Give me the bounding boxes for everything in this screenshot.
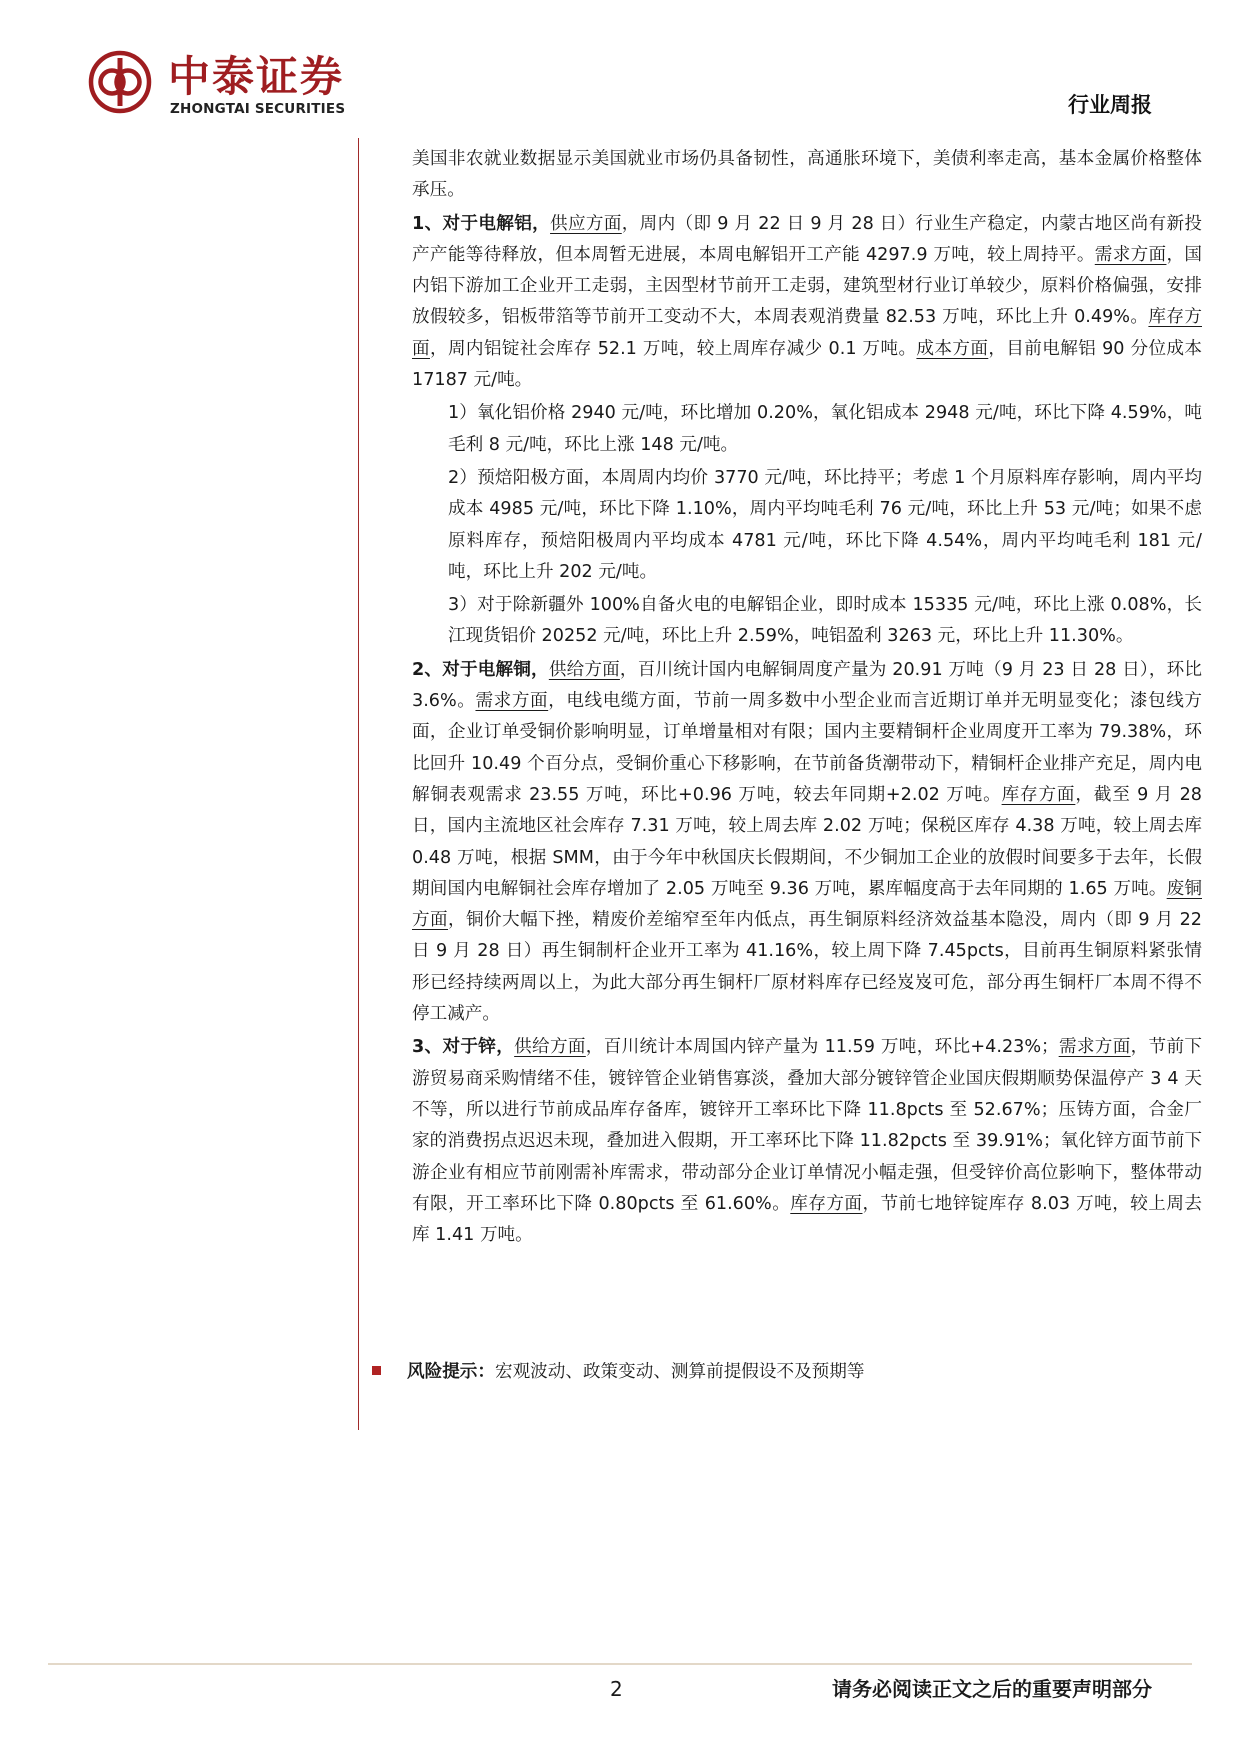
copper-demand-text: ，电线电缆方面，节前一周多数中小型企业而言近期订单并无明显变化；漆包线方面，企业订单受铜价影响明显，订单增量相对有限；国内主要精铜杆企业周度开工率为 79.38%，环比回升 10.49 个百分点，受铜价重心下移影响，在节前备货潮带动下，精铜杆企业排产充足，周内电解铜表观需求 23.55 万吨，环比+0.96 万吨，较去年同期+2.02 万吨。 [412, 691, 1202, 805]
zinc-paragraph [412, 1032, 1202, 1251]
zinc-inventory-text: ，节前七地锌锭库存 8.03 万吨，较上周去库 1.41 万吨。 [412, 1193, 1202, 1246]
aluminum-demand-text: ，国内铝下游加工企业开工走弱，主因型材节前开工走弱，建筑型材行业订单较少，原料价格偏强，安排放假较多，铝板带箔等节前开工变动不大，本周表观消费量 82.53 万吨，环比上升 0.49%。 [412, 244, 1202, 328]
copper-scrap-label: 废铜方面 [412, 878, 1202, 931]
company-logo [88, 50, 368, 122]
aluminum-supply-label: 供应方面 [550, 213, 622, 234]
copper-supply-label: 供给方面 [548, 659, 620, 680]
alumina-item: 1）氧化铝价格 2940 元/吨，环比增加 0.20%，氧化铝成本 2948 元/吨，环比下降 4.59%，吨毛利 8 元/吨，环比上涨 148 元/吨。 [448, 403, 1202, 455]
zinc-supply-label: 供给方面 [514, 1037, 586, 1058]
report-type-label: 行业周报 [1068, 93, 1152, 117]
footer-divider [48, 1663, 1192, 1665]
aluminum-inventory-text: ，周内铝锭社会库存 52.1 万吨，较上周库存减少 0.1 万吨。 [429, 338, 917, 359]
logo-chinese-name: 中泰证券 [168, 52, 345, 101]
anode-item: 2）预焙阳极方面，本周周内均价 3770 元/吨，环比持平；考虑 1 个月原料库存影响，周内平均成本 4985 元/吨，环比下降 1.10%，周内平均吨毛利 76 元/吨，环比上升 53 元/吨；如果不虑原料库存，预焙阳极周内平均成本 4781 元/吨，环比下降 4.54%，周内平均吨毛利 181 元/吨，环比上升 202 元/吨。 [448, 467, 1202, 582]
intro-paragraph: 美国非农就业数据显示美国就业市场仍具备韧性，高通胀环境下，美债利率走高，基本金属价格整体承压。 [412, 149, 1202, 201]
risk-notice [372, 1357, 864, 1387]
zhongtai-emblem-icon [88, 50, 152, 114]
aluminum-inventory-label: 库存方面 [412, 307, 1202, 359]
zinc-supply-text: ，百川统计本周国内锌产量为 11.59 万吨，环比+4.23%； [585, 1037, 1059, 1058]
disclaimer-notice: 请务必阅读正文之后的重要声明部分 [832, 1677, 1152, 1701]
power-cost-item: 3）对于除新疆外 100%自备火电的电解铝企业，即时成本 15335 元/吨，环比上涨 0.08%，长江现货铝价 20252 元/吨，环比上升 2.59%，吨铝盈利 3263 元，环比上升 11.30%。 [448, 595, 1202, 647]
aluminum-demand-label: 需求方面 [1094, 244, 1167, 265]
report-body [412, 144, 1202, 1253]
bullet-square-icon [372, 1366, 381, 1375]
left-margin-rule [358, 138, 359, 1430]
aluminum-supply-text: ，周内（即 9 月 22 日 9 月 28 日）行业生产稳定，内蒙古地区尚有新投产产能等待释放，但本周暂无进展，本周电解铝开工产能 4297.9 万吨，较上周持平。 [412, 213, 1202, 265]
logo-english-name: ZHONGTAI SECURITIES [170, 101, 346, 117]
copper-supply-text: ，百川统计国内电解铜周度产量为 20.91 万吨（9 月 23 日 28 日），环比 3.6%。 [412, 659, 1202, 712]
copper-inventory-label: 库存方面 [1001, 784, 1076, 805]
aluminum-paragraph [412, 209, 1202, 397]
zinc-inventory-label: 库存方面 [790, 1193, 863, 1214]
copper-scrap-text: ，铜价大幅下挫，精废价差缩窄至年内低点，再生铜原料经济效益基本隐没，周内（即 9 月 22 日 9 月 28 日）再生铜制杆企业开工率为 41.16%，较上周下降 7.45pcts，目前再生铜原料紧张情形已经持续两周以上，为此大部分再生铜杆厂原材料库存已经岌岌可危，部分再生铜杆厂本周不得不停工减产。 [412, 910, 1202, 1025]
zinc-demand-label: 需求方面 [1058, 1037, 1131, 1058]
zinc-heading: 3、对于锌， [412, 1037, 515, 1058]
copper-heading: 2、对于电解铜， [412, 659, 549, 680]
zinc-demand-text: ，节前下游贸易商采购情绪不佳，镀锌管企业销售寡淡，叠加大部分镀锌管企业国庆假期顺势保温停产 3 4 天不等，所以进行节前成品库存备库，镀锌开工率环比下降 11.8pcts 至 52.67%；压铸方面，合金厂家的消费拐点迟迟未现，叠加进入假期，开工率环比下降 11.82pcts 至 39.91%；氧化锌方面节前下游企业有相应节前刚需补库需求，带动部分企业订单情况小幅走强，但受锌价高位影响下，整体带动有限，开工率环比下降 0.80pcts 至 61.60%。 [412, 1037, 1202, 1214]
aluminum-cost-text: ，目前电解铝 90 分位成本 17187 元/吨。 [412, 338, 1202, 391]
risk-text: 宏观波动、政策变动、测算前提假设不及预期等 [494, 1362, 865, 1382]
aluminum-cost-label: 成本方面 [916, 338, 989, 359]
risk-label: 风险提示： [407, 1362, 495, 1382]
page-number: 2 [610, 1677, 623, 1701]
aluminum-heading: 1、对于电解铝， [412, 213, 551, 234]
copper-inventory-text: ，截至 9 月 28 日，国内主流地区社会库存 7.31 万吨，较上周去库 2.02 万吨；保税区库存 4.38 万吨，较上周去库 0.48 万吨，根据 SMM，由于今年中秋国庆长假期间，不少铜加工企业的放假时间要多于去年，长假期间国内电解铜社会库存增加了 2.05 万吨至 9.36 万吨，累库幅度高于去年同期的 1.65 万吨。 [412, 784, 1203, 899]
copper-paragraph [412, 655, 1202, 1031]
copper-demand-label: 需求方面 [475, 691, 549, 712]
